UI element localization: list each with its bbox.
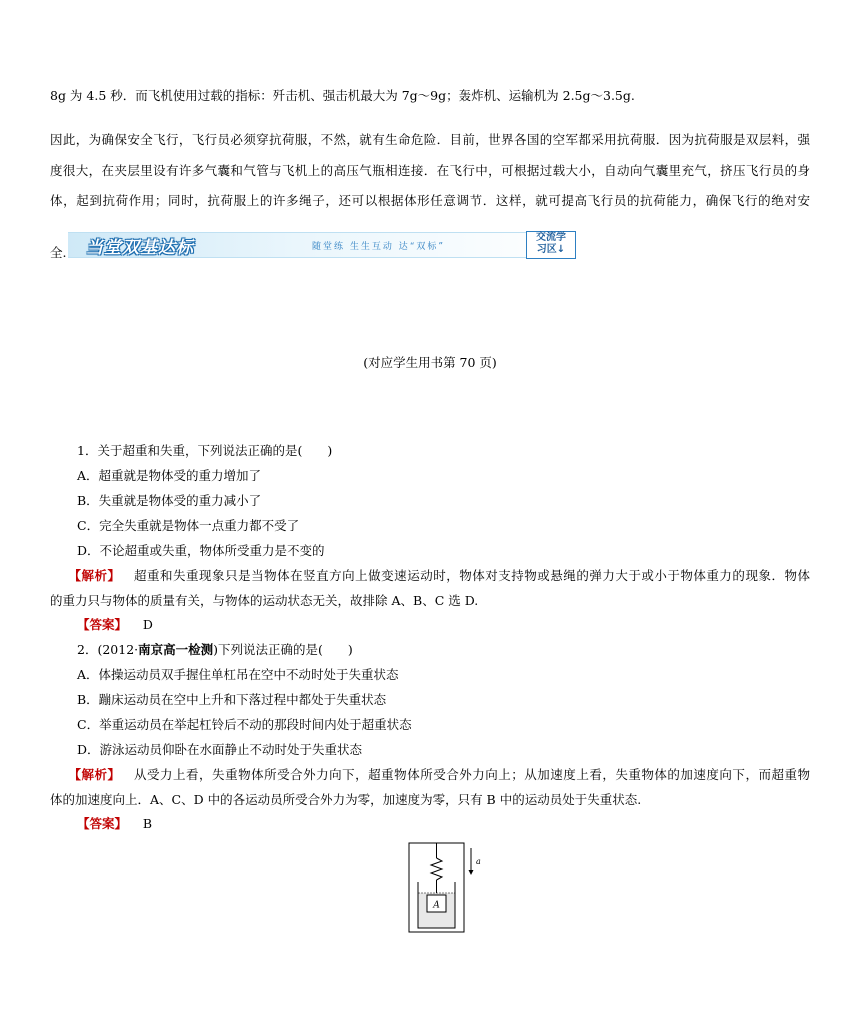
analysis-paragraph: [50, 767, 810, 783]
text-line: 度很大，在夹层里设有许多气囊和气管与飞机上的高压气瓶相连接．在飞行中，可根据过载大小，自动向气囊里充气，挤压飞行员的身: [50, 163, 810, 178]
analysis-tag: 【解析】: [68, 568, 121, 583]
answer-line: [77, 617, 153, 633]
text-line: 体，起到抗荷作用；同时，抗荷服上的许多绳子，还可以根据体形任意调节．这样，就可提高飞行员的抗荷能力，确保飞行的绝对安: [50, 193, 810, 208]
page-reference: (对应学生用书第 70 页): [363, 355, 497, 370]
option-d: D．不论超重或失重，物体所受重力是不变的: [77, 543, 325, 558]
option-b: B．蹦床运动员在空中上升和下落过程中都处于失重状态: [77, 692, 387, 707]
option-a: A．体操运动员双手握住单杠吊在空中不动时处于失重状态: [77, 667, 399, 682]
elevator-spring-figure: [408, 842, 492, 934]
option-c: C．举重运动员在举起杠铃后不动的那段时间内处于超重状态: [77, 717, 412, 732]
section-banner: [68, 232, 576, 258]
answer-tag: 【答案】: [77, 617, 128, 632]
text-line: 因此，为确保安全飞行，飞行员必须穿抗荷服，不然，就有生命危险．目前，世界各国的空军都采用抗荷服．因为抗荷服是双层料，强: [50, 132, 810, 147]
exchange-area-link[interactable]: [526, 231, 576, 259]
option-b: B．失重就是物体受的重力减小了: [77, 493, 262, 508]
option-d: D．游泳运动员仰卧在水面静止不动时处于失重状态: [77, 742, 363, 757]
question-stem: 1．关于超重和失重，下列说法正确的是( ): [77, 443, 333, 458]
block-label: A: [433, 900, 440, 911]
option-c: C．完全失重就是物体一点重力都不受了: [77, 518, 300, 533]
question-stem: [77, 642, 353, 658]
option-a: A．超重就是物体受的重力增加了: [77, 468, 262, 483]
accel-label: a: [476, 857, 481, 866]
accel-arrow-head: [469, 870, 474, 875]
answer-line: [77, 816, 152, 832]
analysis-text: 体的加速度向上．A、C、D 中的各运动员所受合外力为零，加速度为零，只有 B 中的运动员处于失重状态.: [50, 792, 642, 807]
stem-suffix: )下列说法正确的是( ): [213, 642, 353, 657]
analysis-text: 从受力上看，失重物体所受合外力向下，超重物体所受合外力向上；从加速度上看，失重物体的加速度向下，而超重物: [134, 767, 810, 782]
stem-prefix: 2．(2012·: [77, 642, 139, 657]
text-line: 全.: [50, 245, 67, 260]
stem-source: 南京高一检测: [138, 642, 214, 657]
analysis-text: 的重力只与物体的质量有关，与物体的运动状态无关，故排除 A、B、C 选 D.: [50, 593, 479, 608]
answer-value: B: [142, 816, 153, 831]
banner-title: 当堂双基达标: [86, 238, 194, 258]
banner-box-line: 习区↓: [536, 244, 566, 255]
analysis-paragraph: [50, 568, 810, 584]
text-line: 8g 为 4.5 秒．而飞机使用过载的指标：歼击机、强击机最大为 7g～9g；轰炸机、运输机为 2.5g～3.5g.: [50, 88, 635, 103]
banner-subtitle: 随堂练 生生互动 达“双标”: [312, 242, 445, 252]
banner-box-line: 交流学: [536, 232, 566, 243]
answer-value: D: [142, 617, 153, 632]
analysis-text: 超重和失重现象只是当物体在竖直方向上做变速运动时，物体对支持物或悬绳的弹力大于或小于物体重力的现象．物体: [134, 568, 810, 583]
answer-tag: 【答案】: [77, 816, 128, 831]
spring: [431, 858, 442, 880]
analysis-tag: 【解析】: [68, 767, 121, 782]
